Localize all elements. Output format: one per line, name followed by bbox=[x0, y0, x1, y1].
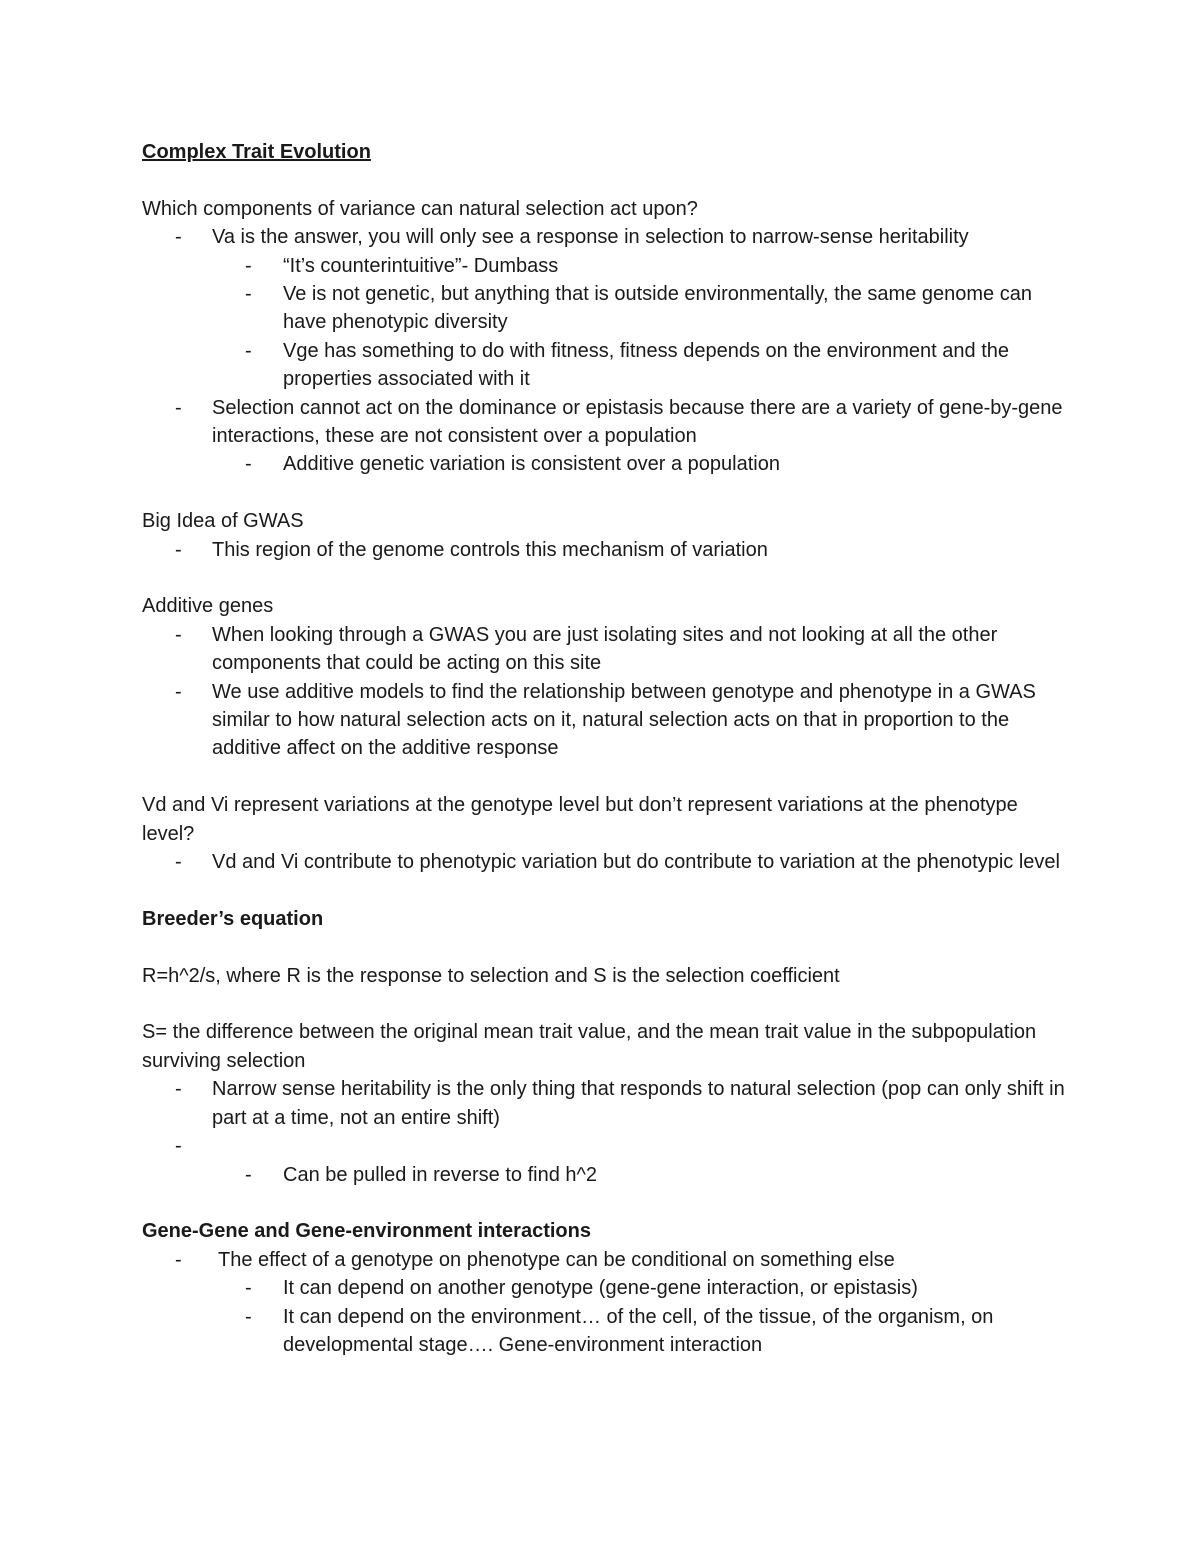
spacer bbox=[142, 990, 1072, 1018]
list-item-text: Additive genetic variation is consistent over a population bbox=[283, 453, 780, 476]
bullet-dash: - bbox=[245, 1277, 252, 1300]
spacer bbox=[142, 479, 1072, 507]
list-item bbox=[142, 252, 1072, 280]
bullet-dash: - bbox=[245, 254, 252, 277]
list-item bbox=[142, 1246, 1072, 1274]
document-title: Complex Trait Evolution bbox=[142, 141, 371, 163]
vdvi-question: Vd and Vi represent variations at the genotype level but don’t represent variations at the phenotype level? bbox=[142, 794, 1018, 845]
list-item-text: The effect of a genotype on phenotype can be conditional on something else bbox=[218, 1248, 895, 1271]
list-item-text: Can be pulled in reverse to find h^2 bbox=[283, 1163, 598, 1186]
bullet-dash: - bbox=[175, 623, 182, 646]
bullet-dash: - bbox=[175, 538, 182, 561]
list-item bbox=[142, 394, 1072, 451]
list-item-text: Vge has something to do with fitness, fitness depends on the environment and the properties associated with it bbox=[283, 339, 1010, 391]
list-item bbox=[142, 1161, 1072, 1189]
list-item bbox=[142, 280, 1072, 337]
breeder-heading: Breeder’s equation bbox=[142, 907, 324, 930]
list-item-text: This region of the genome controls this mechanism of variation bbox=[212, 538, 768, 561]
list-item-text: Selection cannot act on the dominance or epistasis because there are a variety of gene-by-gene interactions, these are not consistent over a population bbox=[212, 396, 1063, 448]
list-item bbox=[142, 536, 1072, 564]
list-item bbox=[142, 1303, 1072, 1360]
list-item bbox=[142, 678, 1072, 763]
spacer bbox=[142, 166, 1072, 194]
selection-definition: S= the difference between the original mean trait value, and the mean trait value in the subpopulation surviving selection bbox=[142, 1021, 1037, 1072]
list-item bbox=[142, 337, 1072, 394]
list-item bbox=[142, 621, 1072, 678]
list-item-empty bbox=[142, 1132, 1072, 1160]
list-item bbox=[142, 450, 1072, 478]
list-item-text: It can depend on another genotype (gene-gene interaction, or epistasis) bbox=[283, 1277, 918, 1300]
list-item bbox=[142, 848, 1072, 876]
gwas-heading: Big Idea of GWAS bbox=[142, 510, 304, 533]
list-item bbox=[142, 1075, 1072, 1132]
spacer bbox=[142, 564, 1072, 592]
bullet-dash: - bbox=[175, 1078, 182, 1101]
variance-question: Which components of variance can natural selection act upon? bbox=[142, 197, 698, 220]
spacer bbox=[142, 877, 1072, 905]
bullet-dash: - bbox=[245, 453, 252, 476]
bullet-dash: - bbox=[175, 680, 182, 703]
bullet-dash: - bbox=[245, 339, 252, 362]
list-item-text: We use additive models to find the relationship between genotype and phenotype in a GWAS similar to how natural selection acts on it, natural selection acts on that in proportion to the additive affect on the additive response bbox=[212, 680, 1036, 760]
list-item-text: Ve is not genetic, but anything that is outside environmentally, the same genome can have phenotypic diversity bbox=[283, 283, 1032, 334]
bullet-dash: - bbox=[175, 1248, 182, 1271]
bullet-dash: - bbox=[175, 396, 182, 419]
bullet-dash: - bbox=[175, 851, 182, 874]
list-item-text: Va is the answer, you will only see a response in selection to narrow-sense heritability bbox=[212, 226, 969, 249]
list-item-text: When looking through a GWAS you are just isolating sites and not looking at all the other components that could be acting on this site bbox=[212, 623, 998, 675]
list-item-text: “It’s counterintuitive”- Dumbass bbox=[283, 254, 559, 277]
spacer bbox=[142, 933, 1072, 961]
list-item-text bbox=[212, 1135, 218, 1157]
list-item-text: Vd and Vi contribute to phenotypic variation but do contribute to variation at the phenotypic level bbox=[212, 851, 1060, 874]
bullet-dash: - bbox=[245, 1163, 252, 1186]
document-page bbox=[142, 138, 1072, 1359]
list-item-text: Narrow sense heritability is the only thing that responds to natural selection (pop can only shift in part at a time, not an entire shift) bbox=[212, 1078, 1065, 1129]
interactions-heading: Gene-Gene and Gene-environment interactions bbox=[142, 1220, 591, 1243]
spacer bbox=[142, 763, 1072, 791]
list-item-text: It can depend on the environment… of the cell, of the tissue, of the organism, on developmental stage…. Gene-environment interaction bbox=[283, 1305, 994, 1356]
list-item bbox=[142, 223, 1072, 251]
bullet-dash: - bbox=[245, 283, 252, 306]
list-item bbox=[142, 1274, 1072, 1302]
bullet-dash: - bbox=[245, 1305, 252, 1328]
breeder-equation: R=h^2/s, where R is the response to selection and S is the selection coefficient bbox=[142, 964, 840, 987]
spacer bbox=[142, 1189, 1072, 1217]
additive-heading: Additive genes bbox=[142, 595, 274, 618]
bullet-dash: - bbox=[175, 226, 182, 249]
bullet-dash: - bbox=[175, 1135, 182, 1158]
